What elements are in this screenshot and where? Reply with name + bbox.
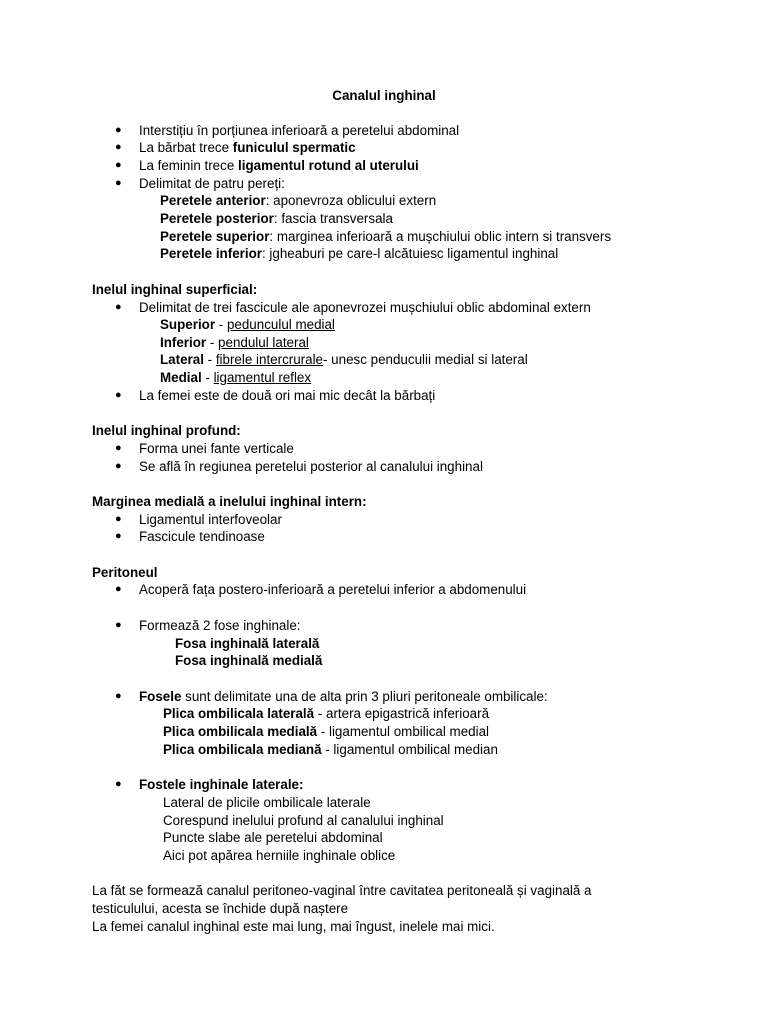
- link-ligamentul-reflex[interactable]: ligamentul reflex: [213, 370, 312, 385]
- section-heading: Peritoneul: [92, 565, 158, 580]
- wall-anterior: Peretele anterior: aponevroza oblicului extern: [160, 193, 437, 208]
- section-heading: Inelul inghinal superficial:: [92, 282, 258, 297]
- list-item: ● Se află în regiunea peretelui posterior al canalului inghinal: [139, 458, 483, 475]
- fosa-laterala: Fosa inghinală laterală: [175, 636, 320, 651]
- link-fibrele-intercrurale[interactable]: fibrele intercrurale: [215, 352, 323, 367]
- fosa-mediala: Fosa inghinală medială: [175, 653, 323, 668]
- list-item: ● Fostele inghinale laterale:: [139, 776, 303, 793]
- list-item: ● La feminin trece ligamentul rotund al uterului: [139, 157, 419, 174]
- list-item: ● Forma unei fante verticale: [139, 440, 294, 457]
- list-item: ● Interstițiu în porțiunea inferioară a peretelui abdominal: [139, 122, 459, 139]
- list-item: ● La bărbat trece funiculul spermatic: [139, 139, 356, 156]
- ring-superior: Superior - pedunculul medial: [160, 317, 335, 332]
- plica-laterala: Plica ombilicala laterală - artera epigastrică inferioară: [163, 706, 490, 721]
- section-heading: Inelul inghinal profund:: [92, 423, 241, 438]
- link-pendulul-lateral[interactable]: pendulul lateral: [218, 335, 309, 350]
- link-pedunculul-medial[interactable]: pedunculul medial: [226, 317, 335, 332]
- paragraph: La făt se formează canalul peritoneo-vaginal între cavitatea peritoneală și vaginală a: [92, 883, 592, 898]
- list-item: ● Formează 2 fose inghinale:: [139, 617, 301, 634]
- ring-inferior: Inferior - pendulul lateral: [160, 335, 309, 350]
- wall-posterior: Peretele posterior: fascia transversala: [160, 211, 393, 226]
- list-item: ● Delimitat de patru pereți:: [139, 175, 285, 192]
- document-title: Canalul inghinal: [332, 88, 436, 103]
- list-item: ● Delimitat de trei fascicule ale aponevrozei mușchiului oblic abdominal extern: [139, 299, 591, 316]
- list-item: ● Fascicule tendinoase: [139, 528, 265, 545]
- section-heading: Marginea medială a inelului inghinal intern:: [92, 494, 367, 509]
- list-subitem: Corespund inelului profund al canalului inghinal: [163, 813, 444, 828]
- list-item: ● Fosele sunt delimitate una de alta prin 3 pliuri peritoneale ombilicale:: [139, 688, 548, 705]
- plica-mediana: Plica ombilicala mediană - ligamentul ombilical median: [163, 742, 498, 757]
- paragraph-continued: testiculului, acesta se închide după naștere: [92, 901, 349, 916]
- wall-inferior: Peretele inferior: jgheaburi pe care-l alcătuiesc ligamentul inghinal: [160, 246, 559, 261]
- list-item: ● Ligamentul interfoveolar: [139, 511, 282, 528]
- list-item: ● La femei este de două ori mai mic decât la bărbați: [139, 387, 435, 404]
- wall-superior: Peretele superior: marginea inferioară a mușchiului oblic intern si transvers: [160, 229, 612, 244]
- paragraph: La femei canalul inghinal este mai lung, mai îngust, inelele mai mici.: [92, 919, 495, 934]
- list-subitem: Lateral de plicile ombilicale laterale: [163, 795, 371, 810]
- list-item: ● Acoperă fața postero-inferioară a peretelui inferior a abdomenului: [139, 581, 526, 598]
- list-subitem: Aici pot apărea herniile inghinale oblice: [163, 848, 396, 863]
- ring-medial: Medial - ligamentul reflex: [160, 370, 312, 385]
- ring-lateral: Lateral - fibrele intercrurale- unesc penduculii medial si lateral: [160, 352, 528, 367]
- list-subitem: Puncte slabe ale peretelui abdominal: [163, 830, 383, 845]
- plica-mediala: Plica ombilicala medială - ligamentul ombilical medial: [163, 724, 489, 739]
